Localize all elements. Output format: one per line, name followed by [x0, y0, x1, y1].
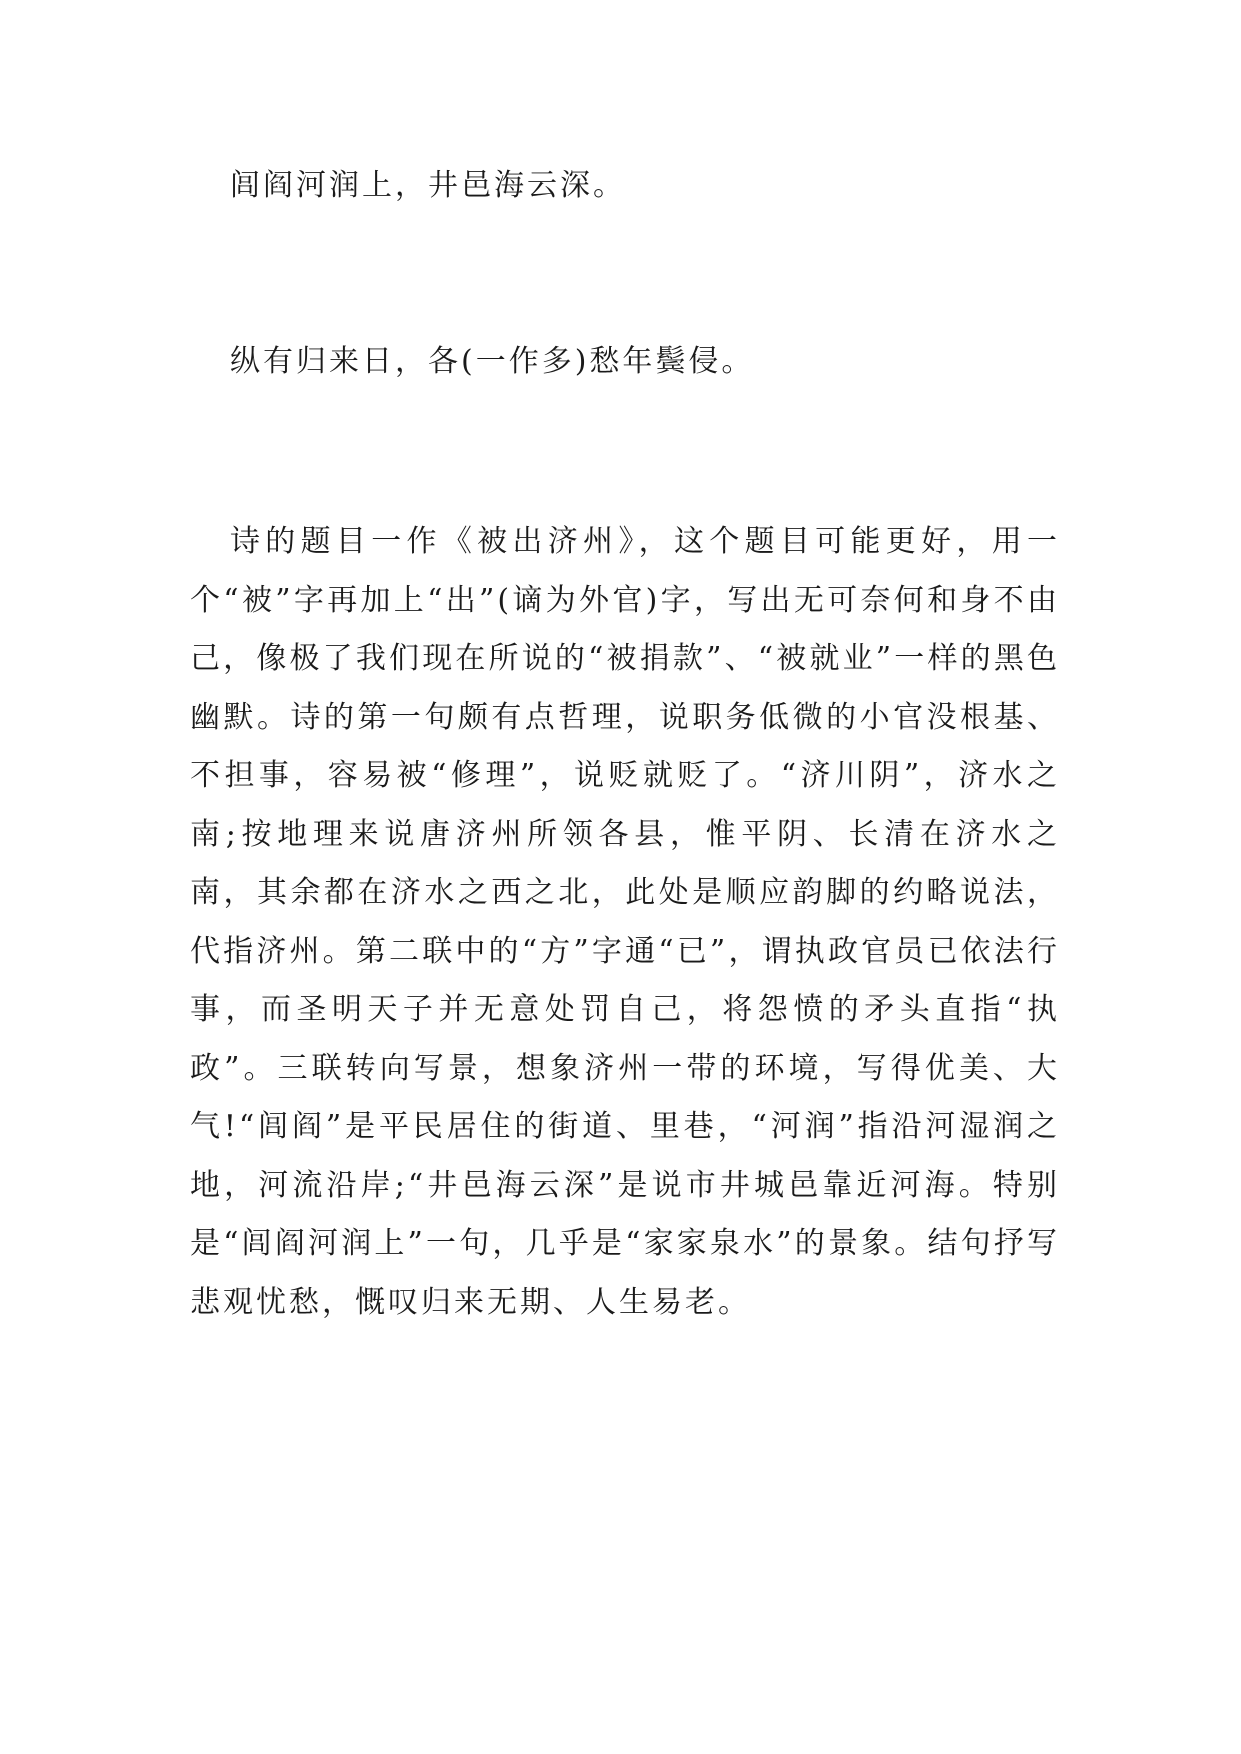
commentary-paragraph: 诗的题目一作《被出济州》，这个题目可能更好，用一个“被”字再加上“出”(谪为外官)字，写出无可奈何和身不由己，像极了我们现在所说的“被捐款”、“被就业”一样的黑色幽默。诗的第一句颇有点哲理，说职务低微的小官没根基、不担事，容易被“修理”，说贬就贬了。“济川阴”，济水之南;按地理来说唐济州所领各县，惟平阴、长清在济水之南，其余都在济水之西之北，此处是顺应韵脚的约略说法，代指济州。第二联中的“方”字通“已”，谓执政官员已依法行事，而圣明天子并无意处罚自己，将怨愤的矛头直指“执政”。三联转向写景，想象济州一带的环境，写得优美、大气!“闾阎”是平民居住的街道、里巷，“河润”指沿河湿润之地，河流沿岸;“井邑海云深”是说市井城邑靠近河海。特别是“闾阎河润上”一句，几乎是“家家泉水”的景象。结句抒写悲观忧愁，慨叹归来无期、人生易老。 — [190, 524, 1060, 1320]
poem-line: 纵有归来日，各(一作多)愁年鬓侵。 — [230, 344, 755, 379]
poem-line: 闾阎河润上，井邑海云深。 — [230, 168, 626, 203]
